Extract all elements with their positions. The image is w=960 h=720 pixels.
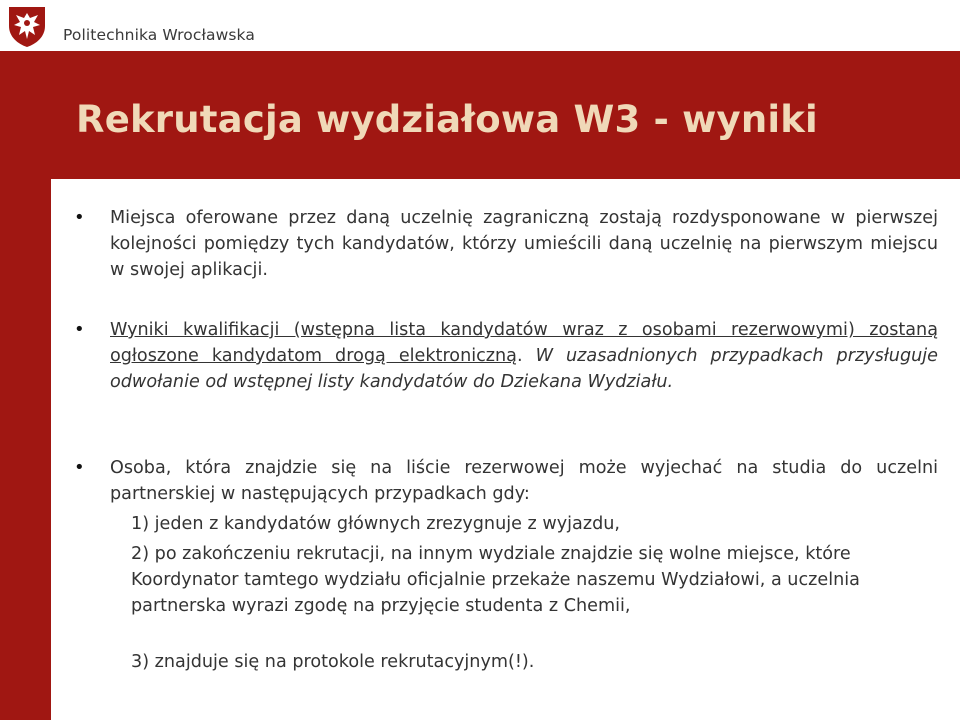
bullet-icon: • <box>74 207 85 228</box>
bullet-text <box>110 317 938 395</box>
bullet-text: Miejsca oferowane przez daną uczelnię zagraniczną zostają rozdysponowane w pierwszej kolejności pomiędzy tych kandydatów, którzy umieścili daną uczelnię na pierwszym miejscu w swojej aplikacji. <box>110 208 938 280</box>
university-eagle-logo-icon <box>5 4 49 48</box>
italic-text: W uzasadnionych przypadkach przysługuje odwołanie od wstępnej listy kandydatów do Dziekana Wydziału. <box>110 346 938 392</box>
header-bar <box>0 0 960 51</box>
bullet-icon: • <box>74 319 85 340</box>
sub-item: 1) jeden z kandydatów głównych zrezygnuje z wyjazdu, <box>131 514 620 534</box>
underlined-text: Wyniki kwalifikacji (wstępna lista kandydatów wraz z osobami rezerwowymi) zostaną ogłoszone kandydatom drogą elektroniczną <box>110 320 938 366</box>
sub-item: 2) po zakończeniu rekrutacji, na innym wydziale znajdzie się wolne miejsce, które Koordynator tamtego wydziału oficjalnie przekaże naszemu Wydziałowi, a uczelnia partnerska wyrazi zgodę na przyjęcie studenta z Chemii, <box>131 544 860 616</box>
slide-title: Rekrutacja wydziałowa W3 - wyniki <box>76 98 818 141</box>
bullet-text: Osoba, która znajdzie się na liście rezerwowej może wyjechać na studia do uczelni partnerskiej w następujących przypadkach gdy: <box>110 458 938 504</box>
sub-item: 3) znajduje się na protokole rekrutacyjnym(!). <box>131 652 535 672</box>
plain-text: . <box>516 346 536 366</box>
institution-name: Politechnika Wrocławska <box>63 26 255 44</box>
bullet-icon: • <box>74 457 85 478</box>
slide-content <box>51 179 960 720</box>
